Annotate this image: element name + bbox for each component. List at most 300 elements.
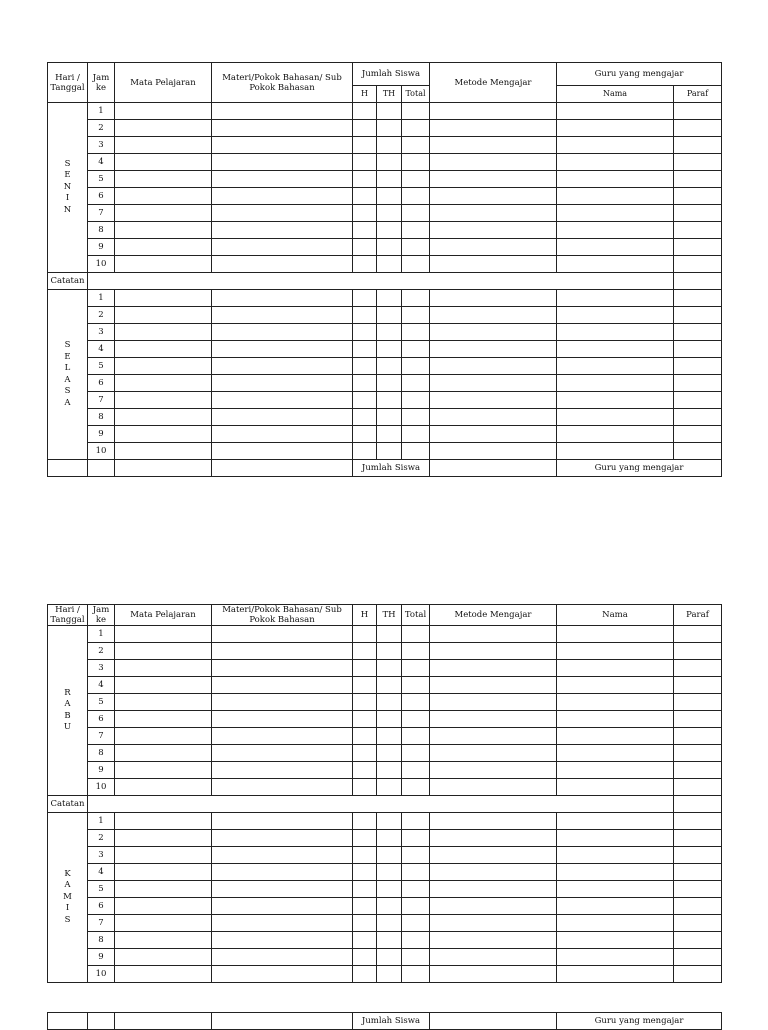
entry-cell[interactable] bbox=[212, 932, 353, 949]
entry-cell[interactable] bbox=[674, 426, 722, 443]
entry-cell[interactable] bbox=[557, 694, 674, 711]
entry-cell[interactable] bbox=[115, 881, 212, 898]
entry-cell[interactable] bbox=[212, 711, 353, 728]
entry-cell[interactable] bbox=[377, 694, 402, 711]
entry-cell[interactable] bbox=[402, 222, 430, 239]
entry-cell[interactable] bbox=[557, 847, 674, 864]
entry-cell[interactable] bbox=[402, 188, 430, 205]
entry-cell[interactable] bbox=[674, 813, 722, 830]
entry-cell[interactable] bbox=[402, 256, 430, 273]
entry-cell[interactable] bbox=[557, 426, 674, 443]
entry-cell[interactable] bbox=[115, 137, 212, 154]
entry-cell[interactable] bbox=[674, 881, 722, 898]
entry-cell[interactable] bbox=[353, 120, 377, 137]
entry-cell[interactable] bbox=[115, 966, 212, 983]
entry-cell[interactable] bbox=[212, 358, 353, 375]
entry-cell[interactable] bbox=[212, 443, 353, 460]
entry-cell[interactable] bbox=[674, 307, 722, 324]
entry-cell[interactable] bbox=[377, 830, 402, 847]
entry-cell[interactable] bbox=[402, 949, 430, 966]
entry-cell[interactable] bbox=[115, 358, 212, 375]
entry-cell[interactable] bbox=[430, 222, 557, 239]
entry-cell[interactable] bbox=[115, 171, 212, 188]
entry-cell[interactable] bbox=[430, 881, 557, 898]
entry-cell[interactable] bbox=[557, 409, 674, 426]
entry-cell[interactable] bbox=[402, 898, 430, 915]
entry-cell[interactable] bbox=[557, 915, 674, 932]
entry-cell[interactable] bbox=[115, 932, 212, 949]
entry-cell[interactable] bbox=[402, 103, 430, 120]
entry-cell[interactable] bbox=[115, 813, 212, 830]
entry-cell[interactable] bbox=[115, 392, 212, 409]
catatan-field[interactable] bbox=[88, 796, 674, 813]
entry-cell[interactable] bbox=[377, 728, 402, 745]
entry-cell[interactable] bbox=[674, 694, 722, 711]
entry-cell[interactable] bbox=[115, 626, 212, 643]
entry-cell[interactable] bbox=[557, 813, 674, 830]
entry-cell[interactable] bbox=[377, 290, 402, 307]
entry-cell[interactable] bbox=[430, 643, 557, 660]
entry-cell[interactable] bbox=[674, 205, 722, 222]
entry-cell[interactable] bbox=[115, 847, 212, 864]
entry-cell[interactable] bbox=[115, 154, 212, 171]
entry-cell[interactable] bbox=[430, 392, 557, 409]
entry-cell[interactable] bbox=[674, 949, 722, 966]
entry-cell[interactable] bbox=[402, 120, 430, 137]
entry-cell[interactable] bbox=[353, 626, 377, 643]
entry-cell[interactable] bbox=[212, 745, 353, 762]
entry-cell[interactable] bbox=[402, 847, 430, 864]
entry-cell[interactable] bbox=[377, 426, 402, 443]
entry-cell[interactable] bbox=[353, 898, 377, 915]
entry-cell[interactable] bbox=[377, 660, 402, 677]
entry-cell[interactable] bbox=[557, 171, 674, 188]
entry-cell[interactable] bbox=[557, 728, 674, 745]
entry-cell[interactable] bbox=[353, 660, 377, 677]
entry-cell[interactable] bbox=[377, 307, 402, 324]
entry-cell[interactable] bbox=[674, 660, 722, 677]
entry-cell[interactable] bbox=[557, 881, 674, 898]
entry-cell[interactable] bbox=[212, 915, 353, 932]
entry-cell[interactable] bbox=[377, 171, 402, 188]
entry-cell[interactable] bbox=[353, 188, 377, 205]
entry-cell[interactable] bbox=[674, 154, 722, 171]
entry-cell[interactable] bbox=[430, 694, 557, 711]
entry-cell[interactable] bbox=[557, 643, 674, 660]
entry-cell[interactable] bbox=[402, 239, 430, 256]
entry-cell[interactable] bbox=[377, 341, 402, 358]
entry-cell[interactable] bbox=[674, 443, 722, 460]
entry-cell[interactable] bbox=[377, 324, 402, 341]
entry-cell[interactable] bbox=[430, 120, 557, 137]
entry-cell[interactable] bbox=[353, 205, 377, 222]
entry-cell[interactable] bbox=[353, 341, 377, 358]
entry-cell[interactable] bbox=[402, 341, 430, 358]
entry-cell[interactable] bbox=[115, 443, 212, 460]
entry-cell[interactable] bbox=[557, 626, 674, 643]
entry-cell[interactable] bbox=[557, 290, 674, 307]
entry-cell[interactable] bbox=[353, 813, 377, 830]
entry-cell[interactable] bbox=[377, 847, 402, 864]
entry-cell[interactable] bbox=[430, 830, 557, 847]
entry-cell[interactable] bbox=[353, 426, 377, 443]
entry-cell[interactable] bbox=[115, 745, 212, 762]
entry-cell[interactable] bbox=[115, 120, 212, 137]
entry-cell[interactable] bbox=[674, 137, 722, 154]
entry-cell[interactable] bbox=[674, 392, 722, 409]
entry-cell[interactable] bbox=[674, 643, 722, 660]
entry-cell[interactable] bbox=[212, 677, 353, 694]
entry-cell[interactable] bbox=[674, 290, 722, 307]
entry-cell[interactable] bbox=[430, 966, 557, 983]
entry-cell[interactable] bbox=[557, 120, 674, 137]
entry-cell[interactable] bbox=[115, 915, 212, 932]
entry-cell[interactable] bbox=[430, 358, 557, 375]
entry-cell[interactable] bbox=[430, 728, 557, 745]
entry-cell[interactable] bbox=[402, 426, 430, 443]
entry-cell[interactable] bbox=[557, 358, 674, 375]
entry-cell[interactable] bbox=[115, 694, 212, 711]
entry-cell[interactable] bbox=[377, 137, 402, 154]
entry-cell[interactable] bbox=[115, 341, 212, 358]
entry-cell[interactable] bbox=[212, 188, 353, 205]
entry-cell[interactable] bbox=[377, 443, 402, 460]
entry-cell[interactable] bbox=[212, 409, 353, 426]
entry-cell[interactable] bbox=[674, 222, 722, 239]
entry-cell[interactable] bbox=[430, 779, 557, 796]
entry-cell[interactable] bbox=[353, 881, 377, 898]
entry-cell[interactable] bbox=[402, 290, 430, 307]
entry-cell[interactable] bbox=[377, 392, 402, 409]
entry-cell[interactable] bbox=[674, 762, 722, 779]
entry-cell[interactable] bbox=[377, 358, 402, 375]
entry-cell[interactable] bbox=[353, 443, 377, 460]
entry-cell[interactable] bbox=[212, 120, 353, 137]
entry-cell[interactable] bbox=[353, 728, 377, 745]
entry-cell[interactable] bbox=[674, 375, 722, 392]
entry-cell[interactable] bbox=[430, 341, 557, 358]
entry-cell[interactable] bbox=[557, 966, 674, 983]
entry-cell[interactable] bbox=[674, 677, 722, 694]
entry-cell[interactable] bbox=[557, 375, 674, 392]
entry-cell[interactable] bbox=[402, 779, 430, 796]
entry-cell[interactable] bbox=[212, 375, 353, 392]
entry-cell[interactable] bbox=[674, 358, 722, 375]
entry-cell[interactable] bbox=[402, 154, 430, 171]
entry-cell[interactable] bbox=[353, 171, 377, 188]
entry-cell[interactable] bbox=[402, 409, 430, 426]
entry-cell[interactable] bbox=[212, 813, 353, 830]
entry-cell[interactable] bbox=[115, 660, 212, 677]
entry-cell[interactable] bbox=[557, 341, 674, 358]
entry-cell[interactable] bbox=[402, 443, 430, 460]
entry-cell[interactable] bbox=[674, 898, 722, 915]
entry-cell[interactable] bbox=[430, 375, 557, 392]
entry-cell[interactable] bbox=[674, 409, 722, 426]
entry-cell[interactable] bbox=[115, 643, 212, 660]
entry-cell[interactable] bbox=[557, 307, 674, 324]
entry-cell[interactable] bbox=[115, 222, 212, 239]
entry-cell[interactable] bbox=[557, 677, 674, 694]
entry-cell[interactable] bbox=[377, 711, 402, 728]
entry-cell[interactable] bbox=[430, 426, 557, 443]
entry-cell[interactable] bbox=[402, 324, 430, 341]
entry-cell[interactable] bbox=[212, 426, 353, 443]
entry-cell[interactable] bbox=[353, 643, 377, 660]
entry-cell[interactable] bbox=[430, 290, 557, 307]
entry-cell[interactable] bbox=[353, 932, 377, 949]
entry-cell[interactable] bbox=[353, 324, 377, 341]
entry-cell[interactable] bbox=[353, 375, 377, 392]
entry-cell[interactable] bbox=[212, 966, 353, 983]
entry-cell[interactable] bbox=[402, 677, 430, 694]
entry-cell[interactable] bbox=[430, 239, 557, 256]
entry-cell[interactable] bbox=[430, 932, 557, 949]
entry-cell[interactable] bbox=[377, 188, 402, 205]
entry-cell[interactable] bbox=[115, 290, 212, 307]
entry-cell[interactable] bbox=[557, 154, 674, 171]
entry-cell[interactable] bbox=[377, 813, 402, 830]
entry-cell[interactable] bbox=[353, 779, 377, 796]
entry-cell[interactable] bbox=[674, 341, 722, 358]
entry-cell[interactable] bbox=[353, 222, 377, 239]
entry-cell[interactable] bbox=[557, 205, 674, 222]
entry-cell[interactable] bbox=[115, 711, 212, 728]
entry-cell[interactable] bbox=[115, 864, 212, 881]
entry-cell[interactable] bbox=[377, 915, 402, 932]
entry-cell[interactable] bbox=[430, 915, 557, 932]
entry-cell[interactable] bbox=[353, 966, 377, 983]
entry-cell[interactable] bbox=[377, 881, 402, 898]
entry-cell[interactable] bbox=[674, 626, 722, 643]
entry-cell[interactable] bbox=[377, 626, 402, 643]
entry-cell[interactable] bbox=[674, 103, 722, 120]
entry-cell[interactable] bbox=[430, 188, 557, 205]
entry-cell[interactable] bbox=[557, 443, 674, 460]
entry-cell[interactable] bbox=[212, 626, 353, 643]
entry-cell[interactable] bbox=[353, 239, 377, 256]
entry-cell[interactable] bbox=[402, 375, 430, 392]
entry-cell[interactable] bbox=[377, 745, 402, 762]
entry-cell[interactable] bbox=[402, 626, 430, 643]
entry-cell[interactable] bbox=[402, 728, 430, 745]
entry-cell[interactable] bbox=[212, 341, 353, 358]
entry-cell[interactable] bbox=[353, 847, 377, 864]
entry-cell[interactable] bbox=[402, 864, 430, 881]
entry-cell[interactable] bbox=[353, 256, 377, 273]
entry-cell[interactable] bbox=[674, 847, 722, 864]
entry-cell[interactable] bbox=[353, 358, 377, 375]
entry-cell[interactable] bbox=[377, 154, 402, 171]
entry-cell[interactable] bbox=[212, 728, 353, 745]
catatan-field[interactable] bbox=[88, 273, 674, 290]
entry-cell[interactable] bbox=[377, 966, 402, 983]
entry-cell[interactable] bbox=[674, 188, 722, 205]
entry-cell[interactable] bbox=[212, 898, 353, 915]
entry-cell[interactable] bbox=[430, 103, 557, 120]
entry-cell[interactable] bbox=[212, 307, 353, 324]
entry-cell[interactable] bbox=[674, 728, 722, 745]
entry-cell[interactable] bbox=[377, 239, 402, 256]
entry-cell[interactable] bbox=[402, 915, 430, 932]
entry-cell[interactable] bbox=[430, 443, 557, 460]
entry-cell[interactable] bbox=[353, 290, 377, 307]
entry-cell[interactable] bbox=[557, 256, 674, 273]
entry-cell[interactable] bbox=[377, 762, 402, 779]
entry-cell[interactable] bbox=[377, 409, 402, 426]
entry-cell[interactable] bbox=[115, 256, 212, 273]
entry-cell[interactable] bbox=[115, 830, 212, 847]
entry-cell[interactable] bbox=[115, 898, 212, 915]
entry-cell[interactable] bbox=[353, 915, 377, 932]
entry-cell[interactable] bbox=[212, 137, 353, 154]
entry-cell[interactable] bbox=[377, 779, 402, 796]
entry-cell[interactable] bbox=[115, 426, 212, 443]
entry-cell[interactable] bbox=[353, 694, 377, 711]
entry-cell[interactable] bbox=[557, 103, 674, 120]
entry-cell[interactable] bbox=[557, 745, 674, 762]
entry-cell[interactable] bbox=[430, 898, 557, 915]
entry-cell[interactable] bbox=[557, 660, 674, 677]
entry-cell[interactable] bbox=[115, 188, 212, 205]
entry-cell[interactable] bbox=[353, 864, 377, 881]
entry-cell[interactable] bbox=[557, 324, 674, 341]
entry-cell[interactable] bbox=[674, 120, 722, 137]
entry-cell[interactable] bbox=[674, 796, 722, 813]
entry-cell[interactable] bbox=[353, 392, 377, 409]
entry-cell[interactable] bbox=[674, 711, 722, 728]
entry-cell[interactable] bbox=[557, 222, 674, 239]
entry-cell[interactable] bbox=[402, 813, 430, 830]
entry-cell[interactable] bbox=[557, 830, 674, 847]
entry-cell[interactable] bbox=[212, 154, 353, 171]
entry-cell[interactable] bbox=[377, 949, 402, 966]
entry-cell[interactable] bbox=[557, 932, 674, 949]
entry-cell[interactable] bbox=[557, 188, 674, 205]
entry-cell[interactable] bbox=[402, 392, 430, 409]
entry-cell[interactable] bbox=[430, 847, 557, 864]
entry-cell[interactable] bbox=[377, 103, 402, 120]
entry-cell[interactable] bbox=[212, 256, 353, 273]
entry-cell[interactable] bbox=[115, 779, 212, 796]
entry-cell[interactable] bbox=[212, 171, 353, 188]
entry-cell[interactable] bbox=[402, 694, 430, 711]
entry-cell[interactable] bbox=[353, 830, 377, 847]
entry-cell[interactable] bbox=[402, 745, 430, 762]
entry-cell[interactable] bbox=[430, 745, 557, 762]
entry-cell[interactable] bbox=[674, 932, 722, 949]
entry-cell[interactable] bbox=[557, 239, 674, 256]
entry-cell[interactable] bbox=[402, 830, 430, 847]
entry-cell[interactable] bbox=[402, 762, 430, 779]
entry-cell[interactable] bbox=[377, 222, 402, 239]
entry-cell[interactable] bbox=[115, 375, 212, 392]
entry-cell[interactable] bbox=[402, 966, 430, 983]
entry-cell[interactable] bbox=[115, 409, 212, 426]
entry-cell[interactable] bbox=[402, 171, 430, 188]
entry-cell[interactable] bbox=[377, 932, 402, 949]
entry-cell[interactable] bbox=[115, 949, 212, 966]
entry-cell[interactable] bbox=[353, 307, 377, 324]
entry-cell[interactable] bbox=[353, 711, 377, 728]
entry-cell[interactable] bbox=[212, 779, 353, 796]
entry-cell[interactable] bbox=[212, 949, 353, 966]
entry-cell[interactable] bbox=[212, 643, 353, 660]
entry-cell[interactable] bbox=[674, 171, 722, 188]
entry-cell[interactable] bbox=[430, 711, 557, 728]
entry-cell[interactable] bbox=[212, 103, 353, 120]
entry-cell[interactable] bbox=[674, 273, 722, 290]
entry-cell[interactable] bbox=[377, 864, 402, 881]
entry-cell[interactable] bbox=[557, 137, 674, 154]
entry-cell[interactable] bbox=[115, 728, 212, 745]
entry-cell[interactable] bbox=[430, 813, 557, 830]
entry-cell[interactable] bbox=[353, 762, 377, 779]
entry-cell[interactable] bbox=[212, 881, 353, 898]
entry-cell[interactable] bbox=[674, 966, 722, 983]
entry-cell[interactable] bbox=[430, 307, 557, 324]
entry-cell[interactable] bbox=[212, 290, 353, 307]
entry-cell[interactable] bbox=[115, 205, 212, 222]
entry-cell[interactable] bbox=[353, 103, 377, 120]
entry-cell[interactable] bbox=[353, 745, 377, 762]
entry-cell[interactable] bbox=[402, 932, 430, 949]
entry-cell[interactable] bbox=[674, 779, 722, 796]
entry-cell[interactable] bbox=[402, 881, 430, 898]
entry-cell[interactable] bbox=[674, 864, 722, 881]
entry-cell[interactable] bbox=[377, 643, 402, 660]
entry-cell[interactable] bbox=[557, 864, 674, 881]
entry-cell[interactable] bbox=[377, 120, 402, 137]
entry-cell[interactable] bbox=[402, 643, 430, 660]
entry-cell[interactable] bbox=[212, 324, 353, 341]
entry-cell[interactable] bbox=[430, 677, 557, 694]
entry-cell[interactable] bbox=[430, 154, 557, 171]
entry-cell[interactable] bbox=[402, 205, 430, 222]
entry-cell[interactable] bbox=[674, 256, 722, 273]
entry-cell[interactable] bbox=[212, 694, 353, 711]
entry-cell[interactable] bbox=[430, 626, 557, 643]
entry-cell[interactable] bbox=[212, 762, 353, 779]
entry-cell[interactable] bbox=[557, 898, 674, 915]
entry-cell[interactable] bbox=[557, 762, 674, 779]
entry-cell[interactable] bbox=[212, 847, 353, 864]
entry-cell[interactable] bbox=[115, 324, 212, 341]
entry-cell[interactable] bbox=[430, 137, 557, 154]
entry-cell[interactable] bbox=[402, 307, 430, 324]
entry-cell[interactable] bbox=[212, 222, 353, 239]
entry-cell[interactable] bbox=[377, 677, 402, 694]
entry-cell[interactable] bbox=[557, 392, 674, 409]
entry-cell[interactable] bbox=[377, 898, 402, 915]
entry-cell[interactable] bbox=[353, 677, 377, 694]
entry-cell[interactable] bbox=[430, 864, 557, 881]
entry-cell[interactable] bbox=[402, 660, 430, 677]
entry-cell[interactable] bbox=[430, 762, 557, 779]
entry-cell[interactable] bbox=[115, 762, 212, 779]
entry-cell[interactable] bbox=[557, 779, 674, 796]
entry-cell[interactable] bbox=[212, 830, 353, 847]
entry-cell[interactable] bbox=[212, 660, 353, 677]
entry-cell[interactable] bbox=[402, 137, 430, 154]
entry-cell[interactable] bbox=[353, 409, 377, 426]
entry-cell[interactable] bbox=[430, 660, 557, 677]
entry-cell[interactable] bbox=[115, 307, 212, 324]
entry-cell[interactable] bbox=[430, 256, 557, 273]
entry-cell[interactable] bbox=[430, 324, 557, 341]
entry-cell[interactable] bbox=[557, 949, 674, 966]
entry-cell[interactable] bbox=[430, 171, 557, 188]
